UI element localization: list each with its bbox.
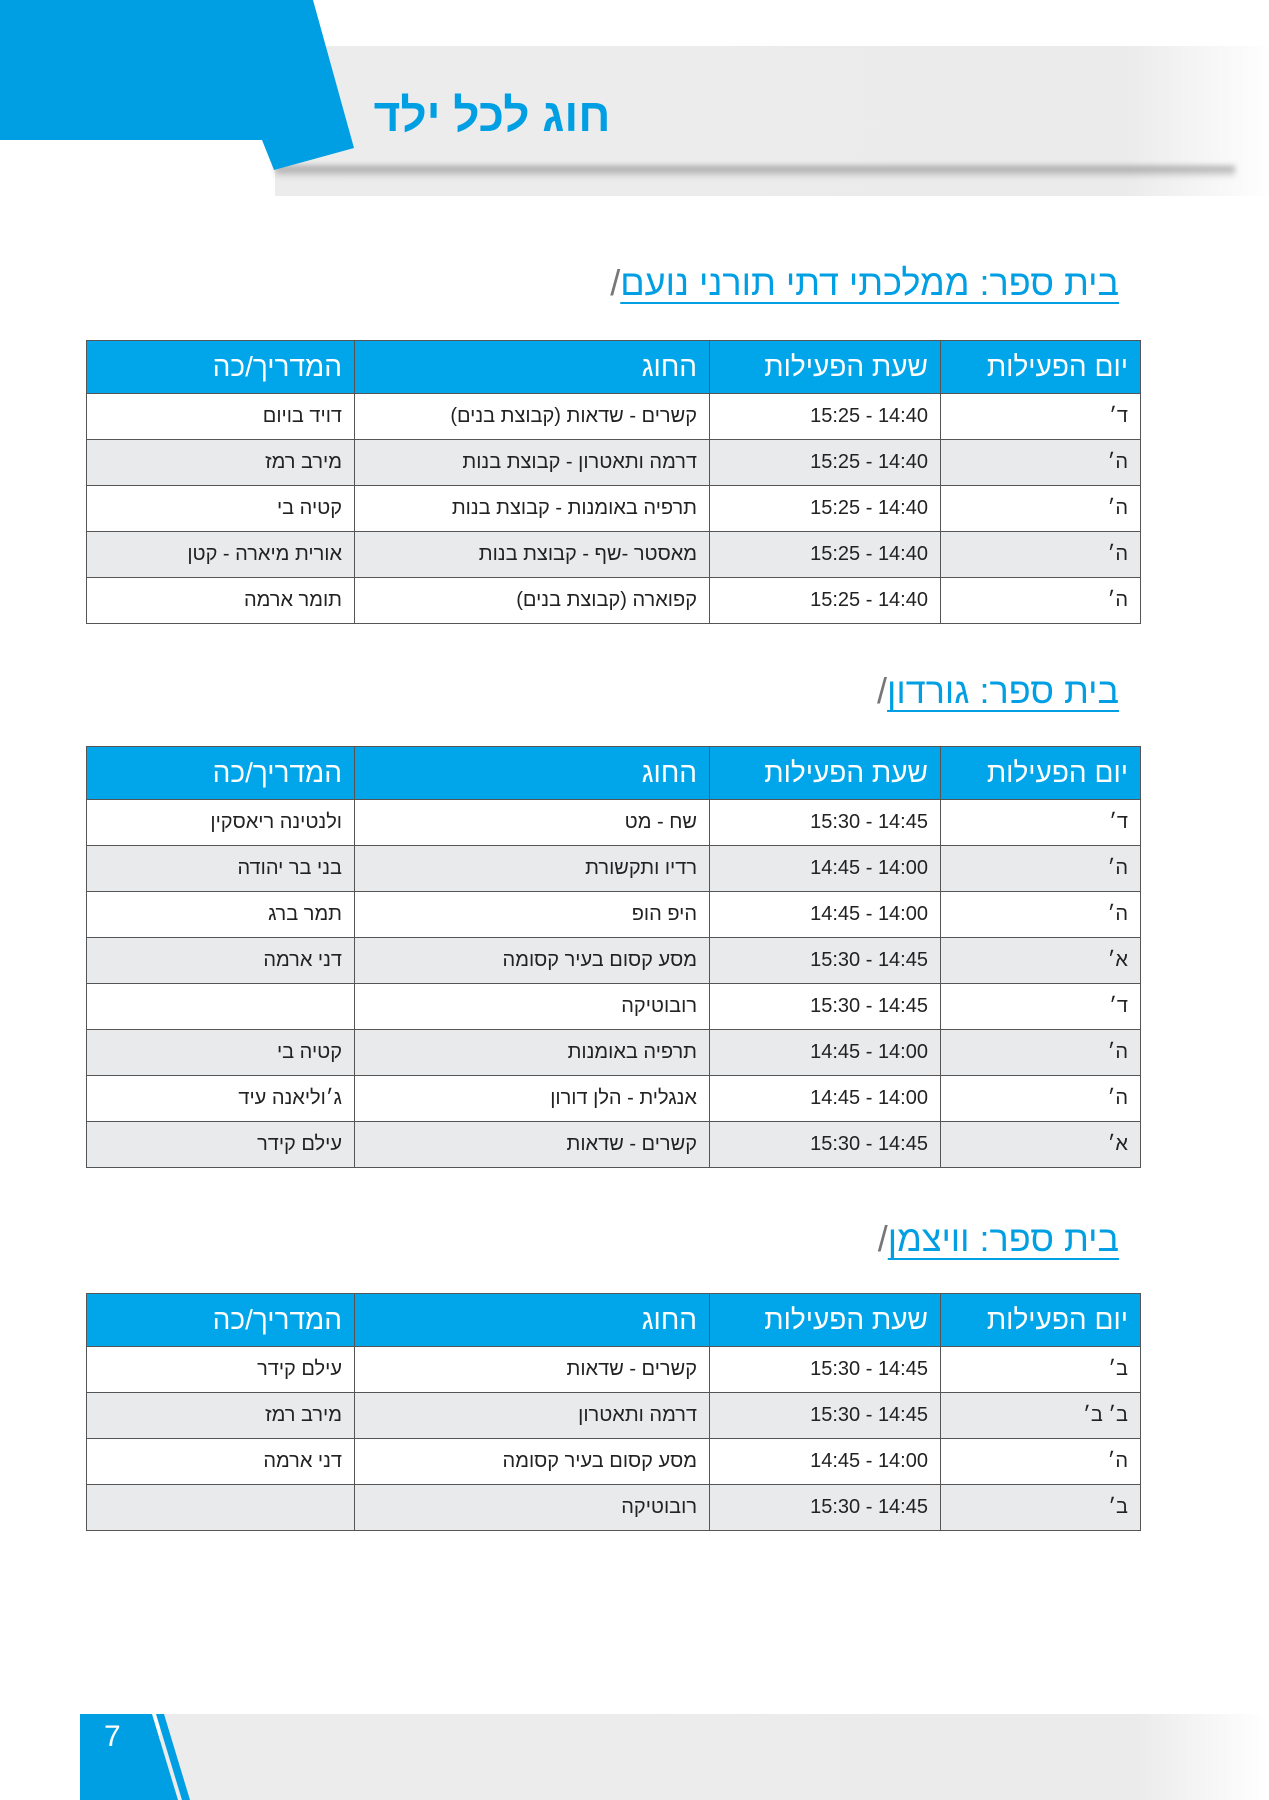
col-header-class: החוג [355,747,710,800]
cell-time: 14:00 - 14:45 [710,1076,941,1122]
table-header-row [87,747,1141,800]
slash-decoration: / [877,670,888,711]
slash-decoration: / [610,262,621,303]
cell-instructor: קטיה בי [87,1030,355,1076]
col-header-instructor: המדריך/כה [87,341,355,394]
cell-day: ב׳ [941,1347,1141,1393]
cell-day: ד׳ [941,394,1141,440]
cell-class: תרפיה באומנות - קבוצת בנות [355,486,710,532]
table-row [87,1122,1141,1168]
slash-decoration: / [877,1218,888,1259]
cell-day: ה׳ [941,486,1141,532]
cell-instructor: אורית מיארה - קטן [87,532,355,578]
cell-instructor: מירב רמז [87,440,355,486]
cell-day: א׳ [941,1122,1141,1168]
schedule-table-gordon [86,746,1141,1168]
school-title-weizmann [876,1218,1119,1260]
cell-class: מסע קסום בעיר קסומה [355,938,710,984]
cell-time: 14:40 - 15:25 [710,394,941,440]
cell-instructor: בני בר יהודה [87,846,355,892]
cell-day: ה׳ [941,846,1141,892]
cell-time: 14:45 - 15:30 [710,1347,941,1393]
table-row [87,800,1141,846]
table-row [87,440,1141,486]
table-row [87,846,1141,892]
cell-instructor: דני ארמה [87,938,355,984]
col-header-time: שעת הפעילות [710,747,941,800]
table-row [87,1347,1141,1393]
cell-class: קשרים - שדאות (קבוצת בנים) [355,394,710,440]
cell-instructor: תמר ברג [87,892,355,938]
corner-decoration [0,0,360,170]
schedule-table-noam [86,340,1141,624]
cell-class: קשרים - שדאות [355,1347,710,1393]
cell-instructor: דויד בויום [87,394,355,440]
cell-instructor: קטיה בי [87,486,355,532]
footer-band [160,1714,1269,1800]
cell-time: 14:00 - 14:45 [710,892,941,938]
cell-day: ה׳ [941,1076,1141,1122]
table-row [87,938,1141,984]
cell-class: דרמה ותאטרון - קבוצת בנות [355,440,710,486]
cell-class: רובוטיקה [355,984,710,1030]
cell-instructor: מירב רמז [87,1393,355,1439]
cell-instructor: ולנטינה ריאסקין [87,800,355,846]
table-header-row [87,1294,1141,1347]
page-number: 7 [104,1720,121,1753]
col-header-day: יום הפעילות [941,341,1141,394]
schedule-table-weizmann [86,1293,1141,1531]
school-title-text: בית ספר: גורדון [887,670,1119,711]
table-row [87,1030,1141,1076]
cell-class: היפ הופ [355,892,710,938]
cell-class: מאסטר -שף - קבוצת בנות [355,532,710,578]
cell-day: א׳ [941,938,1141,984]
cell-class: שח - מט [355,800,710,846]
cell-time: 14:45 - 15:30 [710,1485,941,1531]
cell-class: מסע קסום בעיר קסומה [355,1439,710,1485]
cell-time: 14:00 - 14:45 [710,1030,941,1076]
cell-instructor: עילם קידר [87,1347,355,1393]
table-row [87,532,1141,578]
cell-time: 14:45 - 15:30 [710,800,941,846]
col-header-time: שעת הפעילות [710,341,941,394]
cell-time: 14:40 - 15:25 [710,440,941,486]
cell-time: 14:40 - 15:25 [710,532,941,578]
cell-class: קפוארה (קבוצת בנים) [355,578,710,624]
page-title: חוג לכל ילד [373,89,611,141]
cell-time: 14:45 - 15:30 [710,1393,941,1439]
header-band-shadow [275,166,1235,178]
cell-day: ה׳ [941,1439,1141,1485]
cell-day: ה׳ [941,1030,1141,1076]
col-header-instructor: המדריך/כה [87,1294,355,1347]
table-row [87,984,1141,1030]
table-row [87,1439,1141,1485]
col-header-time: שעת הפעילות [710,1294,941,1347]
cell-instructor: תומר ארמה [87,578,355,624]
table-row [87,1393,1141,1439]
cell-day: ה׳ [941,892,1141,938]
col-header-instructor: המדריך/כה [87,747,355,800]
col-header-day: יום הפעילות [941,747,1141,800]
cell-time: 14:40 - 15:25 [710,486,941,532]
cell-day: ה׳ [941,578,1141,624]
table-row [87,486,1141,532]
cell-time: 14:40 - 15:25 [710,578,941,624]
cell-time: 14:45 - 15:30 [710,938,941,984]
school-title-text: בית ספר: וויצמן [887,1218,1119,1259]
school-title-noam [608,262,1119,304]
col-header-class: החוג [355,1294,710,1347]
cell-instructor: ג׳וליאנה עיד [87,1076,355,1122]
cell-day: ב׳ ב׳ [941,1393,1141,1439]
cell-instructor [87,1485,355,1531]
cell-day: ד׳ [941,800,1141,846]
cell-instructor: עילם קידר [87,1122,355,1168]
table-row [87,578,1141,624]
cell-instructor [87,984,355,1030]
cell-time: 14:45 - 15:30 [710,1122,941,1168]
col-header-class: החוג [355,341,710,394]
cell-day: ב׳ [941,1485,1141,1531]
cell-class: רובוטיקה [355,1485,710,1531]
table-header-row [87,341,1141,394]
table-row [87,892,1141,938]
table-row [87,1076,1141,1122]
cell-class: קשרים - שדאות [355,1122,710,1168]
table-row [87,1485,1141,1531]
col-header-day: יום הפעילות [941,1294,1141,1347]
table-row [87,394,1141,440]
cell-class: דרמה ותאטרון [355,1393,710,1439]
cell-class: תרפיה באומנות [355,1030,710,1076]
cell-class: רדיו ותקשורת [355,846,710,892]
cell-day: ה׳ [941,532,1141,578]
cell-instructor: דני ארמה [87,1439,355,1485]
school-title-text: בית ספר: ממלכתי דתי תורני נועם [620,262,1119,303]
cell-day: ה׳ [941,440,1141,486]
cell-time: 14:00 - 14:45 [710,846,941,892]
cell-time: 14:00 - 14:45 [710,1439,941,1485]
cell-day: ד׳ [941,984,1141,1030]
cell-time: 14:45 - 15:30 [710,984,941,1030]
school-title-gordon [875,670,1119,712]
cell-class: אנגלית - הלן דורון [355,1076,710,1122]
